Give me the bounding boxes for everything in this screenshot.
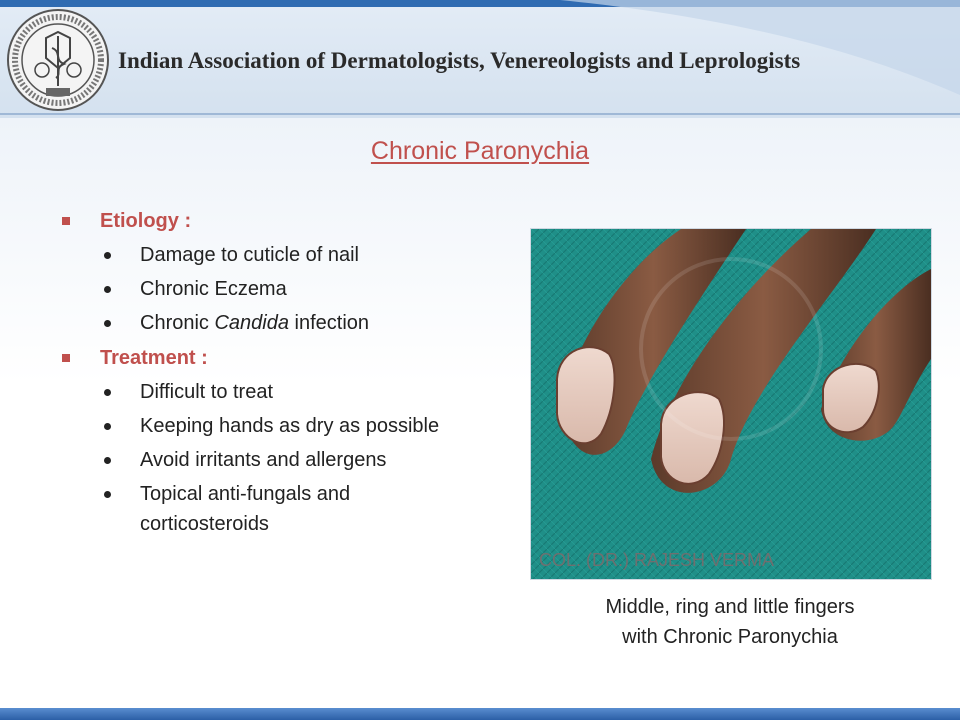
section-heading-treatment: Treatment : bbox=[60, 342, 510, 374]
bullet-dot-icon bbox=[104, 320, 111, 327]
list-item: Difficult to treat bbox=[60, 377, 510, 407]
list-item: Chronic Eczema bbox=[60, 274, 510, 304]
organization-name: Indian Association of Dermatologists, Venereologists and Leprologists bbox=[118, 48, 801, 73]
footer-stripe bbox=[0, 708, 960, 720]
bullet-dot-icon bbox=[104, 252, 111, 259]
caption-line: with Chronic Paronychia bbox=[622, 626, 838, 648]
section-heading-etiology: Etiology : bbox=[60, 205, 510, 237]
square-bullet-icon bbox=[62, 217, 70, 225]
bullet-dot-icon bbox=[104, 423, 111, 430]
square-bullet-icon bbox=[62, 354, 70, 362]
bullet-dot-icon bbox=[104, 457, 111, 464]
association-seal-logo bbox=[6, 8, 110, 112]
bullet-content bbox=[60, 205, 510, 543]
list-item: Keeping hands as dry as possible bbox=[60, 411, 510, 441]
list-item: Avoid irritants and allergens bbox=[60, 445, 510, 475]
italic-organism-name: Candida bbox=[214, 312, 289, 334]
bullet-dot-icon bbox=[104, 389, 111, 396]
list-item: Chronic Candida infection bbox=[60, 308, 510, 338]
bullet-dot-icon bbox=[104, 491, 111, 498]
caption-line: Middle, ring and little fingers bbox=[605, 596, 855, 618]
clinical-photo bbox=[530, 228, 932, 580]
fingers-photo-illustration bbox=[531, 229, 931, 579]
photo-credit: COL. (DR.) RAJESH VERMA bbox=[539, 550, 775, 570]
header-banner bbox=[0, 0, 960, 118]
photo-caption bbox=[530, 592, 930, 652]
bullet-dot-icon bbox=[104, 286, 111, 293]
slide-title: Chronic Paronychia bbox=[370, 137, 590, 165]
list-item: Topical anti-fungals and corticosteroids bbox=[60, 479, 480, 539]
list-item: Damage to cuticle of nail bbox=[60, 240, 510, 270]
